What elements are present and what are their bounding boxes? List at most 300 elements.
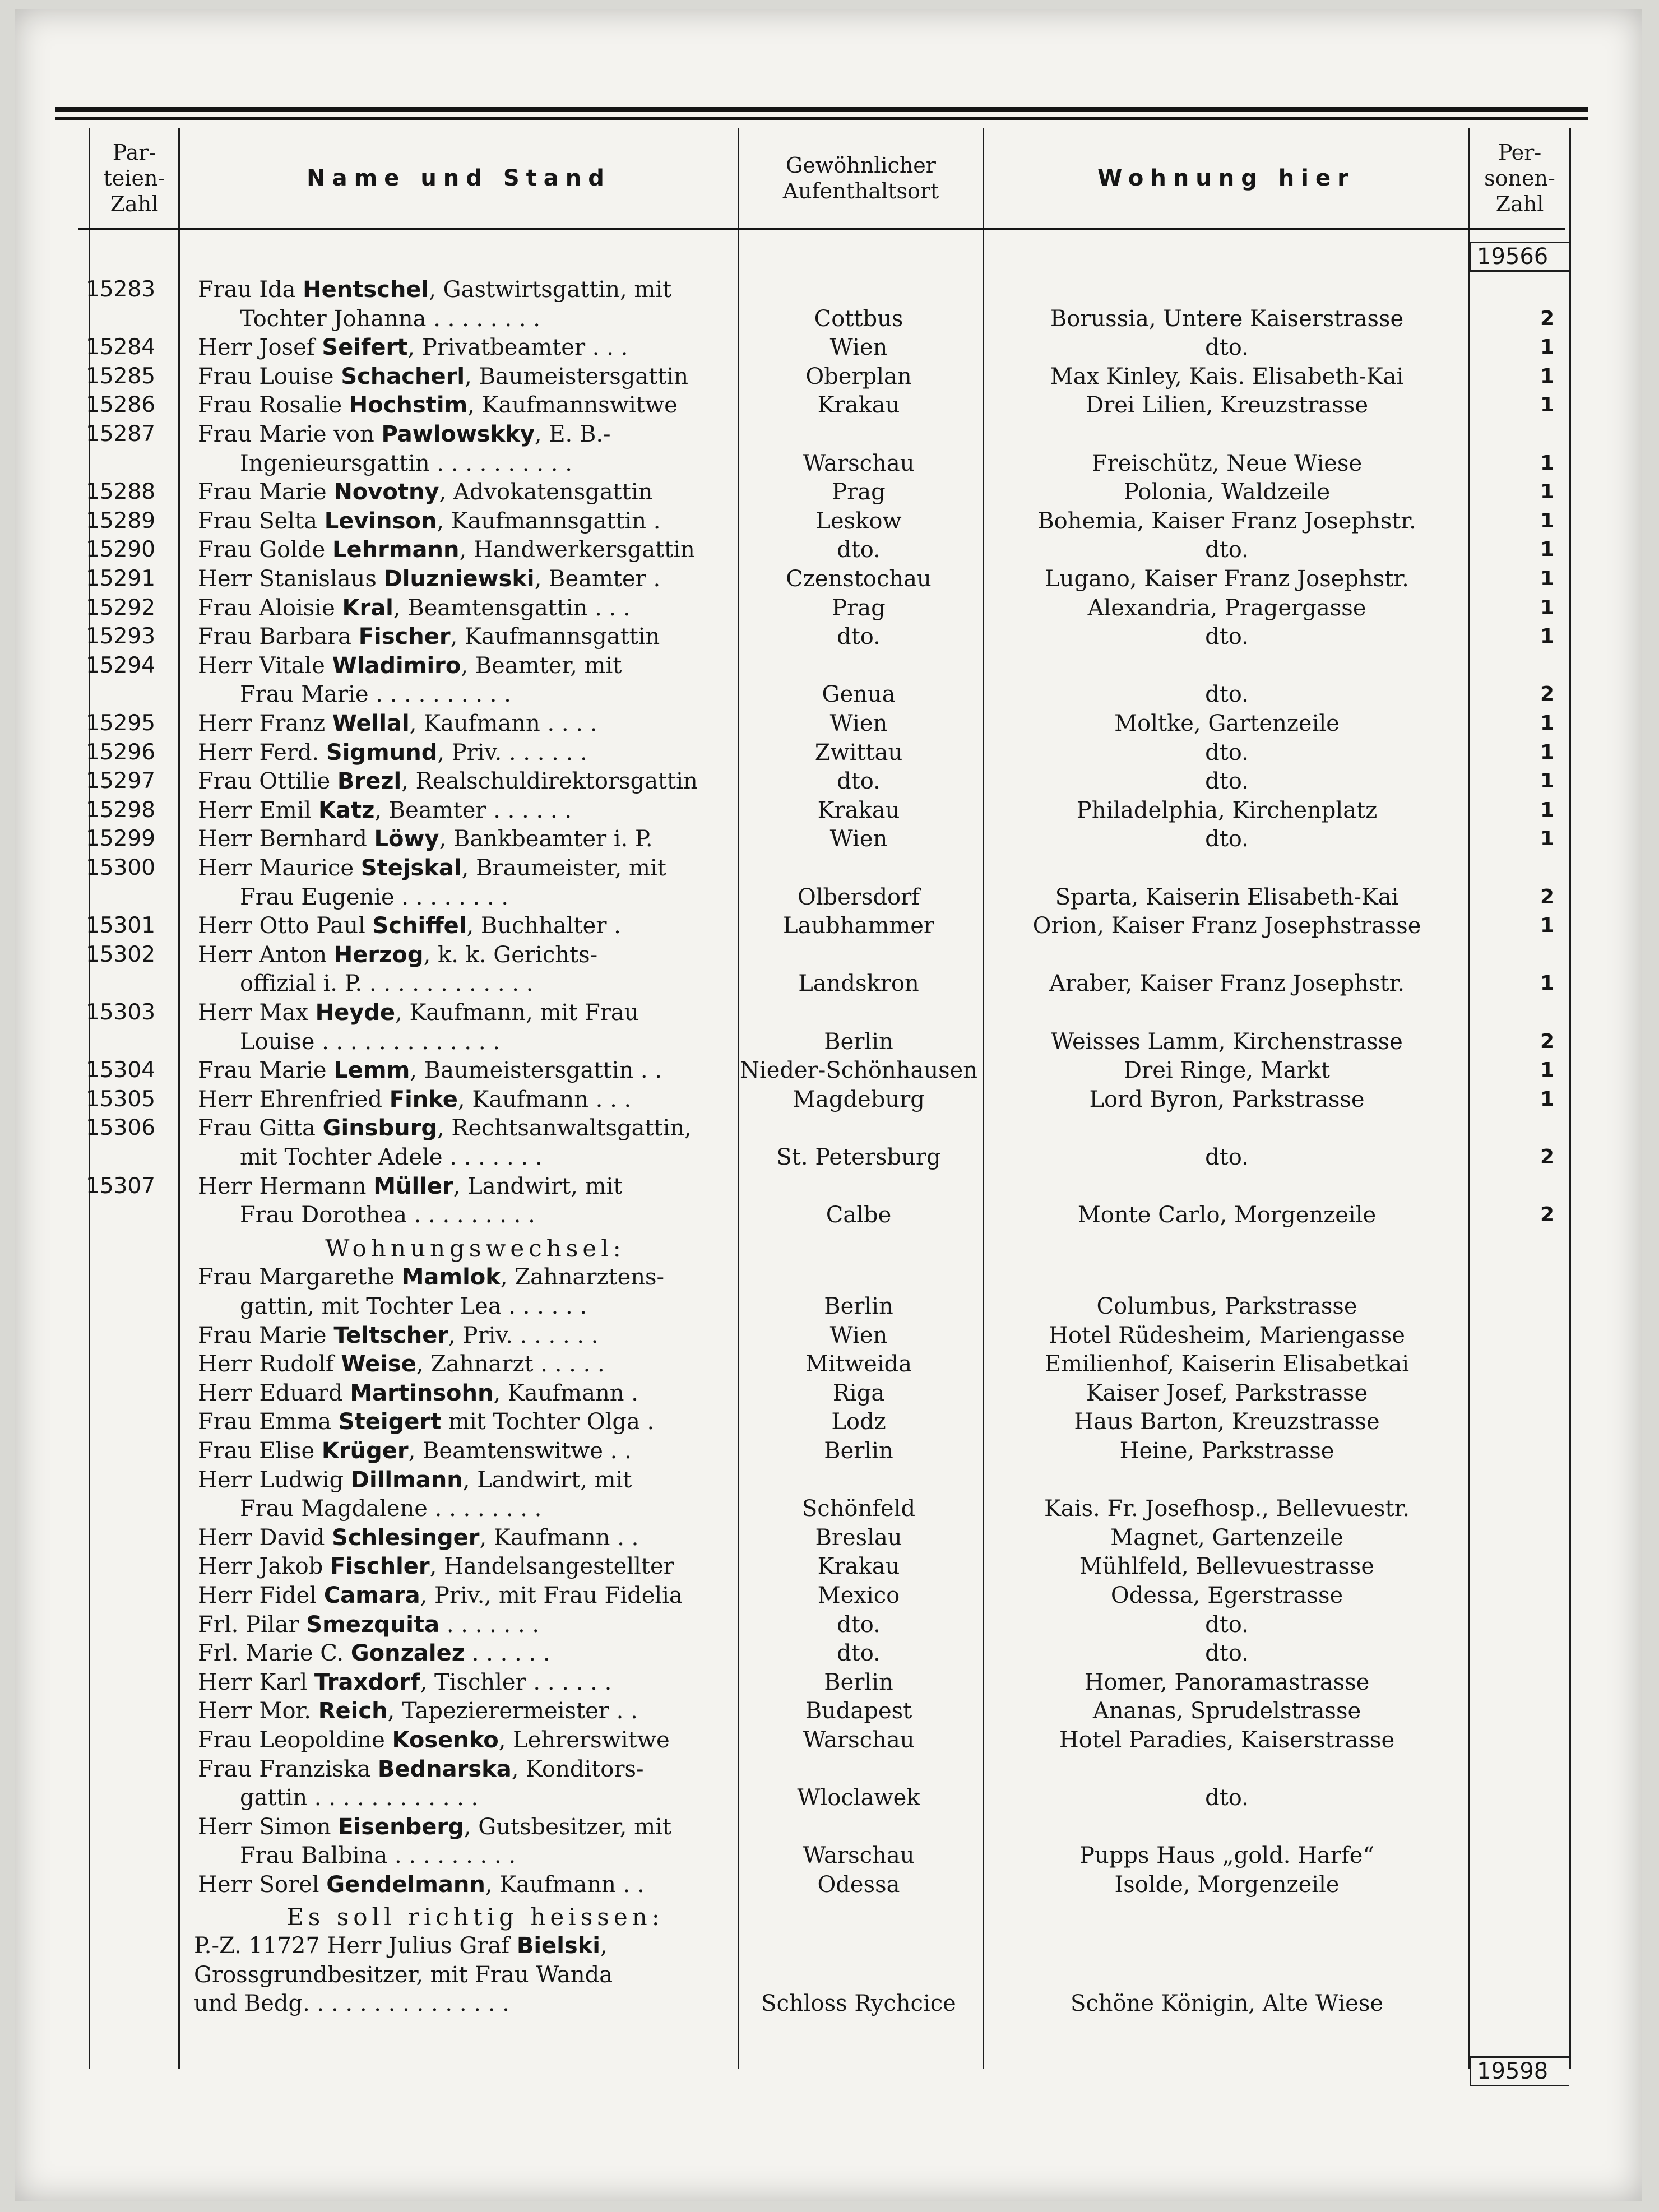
parteien-number: 15300	[86, 855, 156, 880]
entry-persons: 1	[1540, 740, 1554, 764]
parteien-number: 15302	[86, 942, 156, 967]
surname: Krüger	[321, 1438, 409, 1464]
register-line	[55, 883, 1588, 912]
parteien-number: 15307	[86, 1173, 156, 1199]
entry-origin: Breslau	[815, 1524, 902, 1551]
entry-origin: Prag	[832, 479, 886, 506]
entry-name: Frau Margarethe Mamlok, Zahnarztens-	[198, 1264, 665, 1291]
entry-origin: Genua	[822, 681, 896, 708]
register-line	[55, 1841, 1588, 1870]
entry-name: Herr Hermann Müller, Landwirt, mit	[198, 1173, 623, 1199]
entry-origin: Schloss Rychcice	[761, 1991, 956, 2017]
register-line	[55, 1581, 1588, 1610]
entry-address: dto.	[1205, 1144, 1249, 1170]
entry-name: Herr Emil Katz, Beamter . . . . . .	[198, 797, 572, 823]
register-line	[55, 940, 1588, 970]
register-line	[55, 1931, 1588, 1960]
entry-name: Herr Vitale Wladimiro, Beamter, mit	[198, 652, 622, 679]
entry-address: Freischütz, Neue Wiese	[1091, 450, 1363, 476]
parteien-number: 15305	[86, 1086, 156, 1112]
parteien-number: 15293	[86, 624, 156, 650]
entry-address: Borussia, Untere Kaiserstrasse	[1050, 305, 1404, 332]
entry-name: Frl. Pilar Smezquita . . . . . . .	[198, 1611, 540, 1638]
entry-name: Herr Simon Eisenberg, Gutsbesitzer, mit	[198, 1814, 671, 1840]
entry-persons: 1	[1540, 451, 1554, 475]
entry-origin: Lodz	[831, 1409, 886, 1435]
parteien-number: 15291	[86, 566, 156, 591]
register-line	[55, 1027, 1588, 1056]
surname: Wladimiro	[332, 652, 461, 679]
surname: Stejskal	[360, 855, 462, 881]
entry-address: Isolde, Morgenzeile	[1114, 1872, 1340, 1898]
surname: Bednarska	[377, 1756, 512, 1782]
register-line	[55, 535, 1588, 564]
entry-address: Polonia, Waldzeile	[1124, 479, 1330, 506]
entry-name: Herr Maurice Stejskal, Braumeister, mit	[198, 855, 666, 881]
register-line	[55, 680, 1588, 709]
entry-name: Herr Rudolf Weise, Zahnarzt . . . . .	[198, 1351, 605, 1378]
entry-name: Herr Franz Wellal, Kaufmann . . . .	[198, 711, 597, 736]
entry-address: Alexandria, Pragergasse	[1087, 595, 1366, 621]
entry-origin: dto.	[837, 1640, 881, 1667]
parteien-number: 15283	[86, 277, 156, 302]
header-wohnung-hier: Wohnung hier	[1097, 165, 1355, 191]
parteien-number: 15295	[86, 711, 156, 736]
entry-origin: dto.	[837, 768, 881, 795]
surname: Camara	[323, 1583, 420, 1608]
parteien-number: 15286	[86, 392, 156, 418]
register-table	[55, 107, 1588, 2091]
header-text: Zahl	[110, 191, 159, 216]
register-line	[55, 1903, 1588, 1932]
surname: Ginsburg	[322, 1115, 437, 1142]
surname: Müller	[373, 1173, 453, 1199]
header-name-und-stand: Name und Stand	[307, 165, 611, 191]
entry-name: Frau Louise Schacherl, Baumeistersgattin	[198, 363, 688, 389]
register-line	[55, 651, 1588, 680]
entry-origin: Wloclawek	[797, 1785, 920, 1811]
entry-origin: Oberplan	[805, 363, 912, 389]
entry-origin: Wien	[830, 826, 888, 852]
register-line	[55, 969, 1588, 998]
register-line	[55, 1523, 1588, 1552]
entry-name: Frau Aloisie Kral, Beamtensgattin . . .	[198, 595, 631, 621]
register-line	[55, 1494, 1588, 1523]
surname: Mamlok	[401, 1264, 501, 1291]
register-line	[55, 362, 1588, 391]
surname: Löwy	[374, 826, 439, 852]
surname: Schacherl	[341, 363, 465, 389]
entry-persons: 1	[1540, 596, 1554, 619]
register-line	[55, 738, 1588, 767]
entry-origin: Berlin	[824, 1438, 893, 1464]
surname: Levinson	[324, 508, 437, 534]
register-line	[55, 1056, 1588, 1085]
parteien-number: 15290	[86, 537, 156, 563]
entry-origin: Krakau	[817, 1553, 900, 1580]
entry-address: dto.	[1205, 1785, 1249, 1811]
entry-address: Hotel Rüdesheim, Mariengasse	[1049, 1322, 1405, 1348]
register-line	[55, 1726, 1588, 1755]
correction-line: und Bedg. . . . . . . . . . . . . . .	[194, 1991, 509, 2017]
header-text: sonen-	[1484, 165, 1555, 191]
surname: Gonzalez	[350, 1640, 465, 1667]
surname: Martinsohn	[350, 1380, 494, 1406]
register-line	[55, 304, 1588, 333]
entry-address: Columbus, Parkstrasse	[1096, 1293, 1357, 1319]
entry-origin: Wien	[830, 711, 888, 736]
register-line	[55, 564, 1588, 593]
entry-address: dto.	[1205, 624, 1249, 650]
header-text: Zahl	[1495, 191, 1544, 216]
surname: Novotny	[333, 479, 439, 506]
surname: Lemm	[333, 1058, 410, 1084]
entry-origin: Prag	[832, 595, 886, 621]
register-line	[55, 911, 1588, 940]
register-line	[55, 998, 1588, 1027]
entry-name: Herr Bernhard Löwy, Bankbeamter i. P.	[198, 826, 653, 852]
entry-name: Herr Sorel Gendelmann, Kaufmann . .	[198, 1872, 645, 1898]
entry-address: Orion, Kaiser Franz Josephstrasse	[1032, 913, 1421, 939]
entry-origin: Landskron	[798, 971, 919, 997]
entry-name: Frau Marie von Pawlowskky, E. B.-	[198, 421, 611, 447]
entry-origin: Wien	[830, 335, 888, 361]
entry-origin: Calbe	[826, 1202, 892, 1228]
register-line	[55, 593, 1588, 623]
entry-persons: 1	[1540, 798, 1554, 822]
entry-address: dto.	[1205, 681, 1249, 708]
entry-address: Kais. Fr. Josefhosp., Bellevuestr.	[1044, 1496, 1410, 1522]
entry-origin: Berlin	[824, 1293, 893, 1319]
entry-continuation: Frau Eugenie . . . . . . . .	[240, 884, 509, 910]
entry-origin: dto.	[837, 624, 881, 650]
surname: Weise	[341, 1351, 416, 1378]
surname: Dillmann	[350, 1467, 463, 1493]
register-line	[55, 1436, 1588, 1466]
surname: Hochstim	[349, 392, 468, 419]
register-line	[55, 1234, 1588, 1263]
parteien-number: 15301	[86, 913, 156, 939]
entry-origin: Mitweida	[805, 1351, 912, 1378]
entry-persons: 2	[1540, 1146, 1554, 1168]
register-line	[55, 1639, 1588, 1668]
parteien-number: 15298	[86, 797, 156, 823]
register-line	[55, 391, 1588, 420]
entry-address: Max Kinley, Kais. Elisabeth-Kai	[1050, 363, 1404, 389]
register-line	[55, 420, 1588, 449]
surname: Dluzniewski	[383, 566, 535, 592]
parteien-number: 15289	[86, 508, 156, 534]
surname: Heyde	[315, 1000, 396, 1026]
entry-continuation: Frau Magdalene . . . . . . . .	[240, 1496, 542, 1522]
entry-name: Frau Elise Krüger, Beamtenswitwe . .	[198, 1438, 632, 1464]
entry-persons: 1	[1540, 509, 1554, 532]
entry-origin: Budapest	[805, 1698, 912, 1724]
register-line	[55, 507, 1588, 536]
entry-origin: Warschau	[803, 450, 915, 476]
carried-total: 19566	[1470, 242, 1569, 272]
entry-name: Frau Marie Teltscher, Priv. . . . . . .	[198, 1322, 599, 1348]
surname: Finke	[389, 1086, 458, 1112]
entry-continuation: Frau Balbina . . . . . . . . .	[240, 1843, 516, 1869]
entry-name: Herr David Schlesinger, Kaufmann . .	[198, 1524, 639, 1551]
surname: Fischler	[330, 1553, 430, 1580]
entry-continuation: offizial i. P. . . . . . . . . . . . .	[240, 971, 534, 997]
surname: Kral	[342, 595, 393, 621]
entry-persons: 1	[1540, 914, 1554, 938]
surname: Reich	[318, 1698, 388, 1724]
header-bottom-rule	[78, 228, 1565, 230]
register-line	[55, 854, 1588, 883]
top-double-rule	[55, 107, 1588, 112]
entry-address: Weisses Lamm, Kirchenstrasse	[1051, 1028, 1403, 1055]
entry-name: Herr Anton Herzog, k. k. Gerichts-	[198, 942, 598, 968]
entry-origin: Czenstochau	[786, 566, 932, 592]
entry-persons: 1	[1540, 712, 1554, 735]
entry-address: Philadelphia, Kirchenplatz	[1076, 797, 1378, 823]
section-title-correction: Es soll richtig heissen:	[286, 1903, 664, 1931]
surname: Gendelmann	[326, 1872, 485, 1898]
entry-address: Araber, Kaiser Franz Josephstr.	[1049, 971, 1405, 997]
entry-persons: 1	[1540, 364, 1554, 388]
entry-name: Herr Ludwig Dillmann, Landwirt, mit	[198, 1467, 632, 1493]
correction-line: Grossgrundbesitzer, mit Frau Wanda	[194, 1961, 613, 1988]
entry-name: Frau Marie Novotny, Advokatensgattin	[198, 479, 653, 506]
entry-persons: 1	[1540, 393, 1554, 417]
surname: Sigmund	[326, 739, 438, 766]
entry-origin: Berlin	[824, 1669, 893, 1695]
entry-persons: 2	[1540, 1030, 1554, 1053]
entry-origin: dto.	[837, 537, 881, 563]
register-line	[55, 449, 1588, 478]
entry-origin: dto.	[837, 1611, 881, 1638]
entry-address: Sparta, Kaiserin Elisabeth-Kai	[1055, 884, 1399, 910]
register-line	[55, 477, 1588, 507]
parteien-number: 15292	[86, 595, 156, 620]
parteien-number: 15296	[86, 739, 156, 765]
entry-origin: Zwittau	[814, 739, 903, 766]
entry-persons: 1	[1540, 972, 1554, 995]
entry-name: Frau Selta Levinson, Kaufmannsgattin .	[198, 508, 661, 534]
entry-address: Bohemia, Kaiser Franz Josephstr.	[1037, 508, 1416, 534]
entry-name: Herr Ferd. Sigmund, Priv. . . . . . .	[198, 739, 587, 766]
register-line	[55, 1552, 1588, 1581]
entry-name: P.-Z. 11727 Herr Julius Graf Bielski,	[194, 1933, 608, 1959]
entry-origin: Nieder-Schönhausen	[739, 1058, 978, 1084]
surname: Herzog	[333, 942, 424, 968]
entry-persons: 1	[1540, 1059, 1554, 1082]
entry-persons: 2	[1540, 1203, 1554, 1227]
header-aufenthaltsort	[739, 128, 983, 228]
surname: Seifert	[322, 335, 408, 361]
register-line	[55, 1696, 1588, 1726]
register-line	[55, 1292, 1588, 1321]
entry-continuation: Ingenieursgattin . . . . . . . . . .	[240, 450, 572, 476]
entry-continuation: gattin . . . . . . . . . . . .	[240, 1785, 479, 1811]
parteien-number: 15303	[86, 1000, 156, 1025]
parteien-number: 15306	[86, 1115, 156, 1141]
register-line	[55, 333, 1588, 362]
entry-address: dto.	[1205, 537, 1249, 563]
surname: Bielski	[516, 1933, 601, 1959]
entry-address: Moltke, Gartenzeile	[1114, 711, 1340, 736]
entry-address: dto.	[1205, 1611, 1249, 1638]
entry-name: Frau Golde Lehrmann, Handwerkersgattin	[198, 537, 695, 563]
entry-persons: 1	[1540, 336, 1554, 359]
register-line	[55, 767, 1588, 796]
entry-address: Lugano, Kaiser Franz Josephstr.	[1045, 566, 1409, 592]
entry-continuation: Frau Dorothea . . . . . . . . .	[240, 1202, 535, 1228]
surname: Katz	[318, 797, 375, 823]
entry-continuation: Tochter Johanna . . . . . . . .	[240, 305, 540, 332]
entry-address: Heine, Parkstrasse	[1119, 1438, 1334, 1464]
entry-name: Frau Franziska Bednarska, Konditors-	[198, 1756, 644, 1782]
surname: Lehrmann	[332, 537, 460, 563]
entry-persons: 1	[1540, 769, 1554, 793]
register-line	[55, 1379, 1588, 1408]
entry-origin: Laubhammer	[782, 913, 935, 939]
entry-origin: Krakau	[817, 797, 900, 823]
register-line	[55, 1610, 1588, 1639]
parteien-number: 15299	[86, 826, 156, 852]
parteien-number: 15288	[86, 479, 156, 505]
surname: Smezquita	[306, 1611, 440, 1638]
entry-persons: 1	[1540, 538, 1554, 562]
entry-origin: Olbersdorf	[797, 884, 920, 910]
entry-name: Herr Stanislaus Dluzniewski, Beamter .	[198, 566, 661, 592]
entry-origin: Cottbus	[814, 305, 903, 332]
entry-name: Frau Ottilie Brezl, Realschuldirektorsgattin	[198, 768, 698, 795]
parteien-number: 15297	[86, 768, 156, 794]
parteien-number: 15287	[86, 421, 156, 447]
surname: Schlesinger	[332, 1524, 480, 1551]
register-line	[55, 1989, 1588, 2018]
entry-persons: 1	[1540, 625, 1554, 648]
entry-name: Frau Leopoldine Kosenko, Lehrerswitwe	[198, 1727, 670, 1753]
entry-origin: Krakau	[817, 392, 900, 419]
entry-persons: 2	[1540, 885, 1554, 908]
entry-persons: 1	[1540, 567, 1554, 590]
entry-name: Herr Josef Seifert, Privatbeamter . . .	[198, 335, 628, 361]
register-line	[55, 622, 1588, 651]
entry-address: Schöne Königin, Alte Wiese	[1070, 1991, 1384, 2017]
register-line	[55, 1407, 1588, 1436]
surname: Traxdorf	[314, 1669, 420, 1695]
parteien-number: 15285	[86, 363, 156, 389]
entry-address: Mühlfeld, Bellevuestrasse	[1079, 1553, 1375, 1580]
entry-address: Drei Ringe, Markt	[1124, 1058, 1330, 1084]
register-line	[55, 1870, 1588, 1899]
entry-name: Frau Marie Lemm, Baumeistersgattin . .	[198, 1058, 662, 1084]
entry-name: Frl. Marie C. Gonzalez . . . . . .	[198, 1640, 550, 1667]
register-line	[55, 1960, 1588, 1990]
register-line	[55, 1755, 1588, 1784]
register-line	[55, 1085, 1588, 1114]
register-line	[55, 1114, 1588, 1143]
entry-origin: Odessa	[817, 1872, 900, 1898]
entry-persons: 1	[1540, 480, 1554, 504]
entry-name: Frau Rosalie Hochstim, Kaufmannswitwe	[198, 392, 678, 419]
surname: Brezl	[337, 768, 402, 795]
top-double-rule-thin	[55, 117, 1588, 120]
surname: Kosenko	[392, 1727, 499, 1753]
entry-origin: Riga	[832, 1380, 885, 1406]
entry-origin: Leskow	[815, 508, 902, 534]
entry-address: Odessa, Egerstrasse	[1110, 1583, 1343, 1608]
entry-name: Frau Ida Hentschel, Gastwirtsgattin, mit	[198, 277, 672, 303]
header-text: Gewöhnlicher	[786, 152, 936, 178]
parteien-number: 15284	[86, 335, 156, 360]
entry-origin: Magdeburg	[793, 1086, 925, 1112]
register-line	[55, 275, 1588, 304]
entry-name: Herr Ehrenfried Finke, Kaufmann . . .	[198, 1086, 632, 1112]
header-parteien-zahl	[90, 128, 178, 228]
surname: Fischer	[358, 624, 451, 650]
entry-name: Herr Jakob Fischler, Handelsangestellter	[198, 1553, 674, 1580]
entry-origin: Mexico	[817, 1583, 900, 1608]
entry-name: Frau Gitta Ginsburg, Rechtsanwaltsgattin,	[198, 1115, 692, 1142]
entry-address: Lord Byron, Parkstrasse	[1089, 1086, 1365, 1112]
entry-address: dto.	[1205, 1640, 1249, 1667]
register-line	[55, 1200, 1588, 1230]
entry-continuation: mit Tochter Adele . . . . . . .	[240, 1144, 543, 1170]
entry-address: dto.	[1205, 826, 1249, 852]
surname: Pawlowskky	[381, 421, 535, 447]
entry-origin: Warschau	[803, 1727, 915, 1753]
entry-origin: Warschau	[803, 1843, 915, 1869]
entry-name: Herr Karl Traxdorf, Tischler . . . . . .	[198, 1669, 612, 1695]
entry-address: Kaiser Josef, Parkstrasse	[1086, 1380, 1368, 1406]
entry-origin: Schönfeld	[801, 1496, 916, 1522]
surname: Teltscher	[333, 1322, 449, 1348]
parteien-number: 15304	[86, 1058, 156, 1083]
entry-address: Pupps Haus „gold. Harfe“	[1079, 1843, 1374, 1869]
entry-origin: St. Petersburg	[776, 1144, 941, 1170]
register-line	[55, 709, 1588, 738]
header-text: Par-	[112, 140, 156, 165]
entry-address: Monte Carlo, Morgenzeile	[1077, 1202, 1377, 1228]
entry-address: Ananas, Sprudelstrasse	[1092, 1698, 1361, 1724]
entry-address: Emilienhof, Kaiserin Elisabetkai	[1044, 1351, 1410, 1378]
register-line	[55, 1783, 1588, 1812]
entry-name: Herr Eduard Martinsohn, Kaufmann .	[198, 1380, 638, 1406]
entry-name: Herr Otto Paul Schiffel, Buchhalter .	[198, 913, 621, 939]
entry-address: Hotel Paradies, Kaiserstrasse	[1059, 1727, 1395, 1753]
entry-address: Homer, Panoramastrasse	[1084, 1669, 1370, 1695]
parteien-number: 15294	[86, 652, 156, 678]
header-text: teien-	[103, 165, 165, 191]
entry-persons: 2	[1540, 683, 1554, 706]
register-line	[55, 1263, 1588, 1292]
surname: Wellal	[332, 711, 410, 736]
register-line	[55, 1668, 1588, 1697]
entry-persons: 1	[1540, 1087, 1554, 1111]
section-title-wohnungswechsel: Wohnungswechsel:	[325, 1234, 625, 1262]
entry-continuation: Frau Marie . . . . . . . . . .	[240, 681, 511, 708]
register-line	[55, 1172, 1588, 1201]
entry-origin: Berlin	[824, 1028, 893, 1055]
register-line	[55, 1350, 1588, 1379]
surname: Hentschel	[303, 277, 429, 303]
surname: Schiffel	[372, 913, 467, 939]
entry-address: dto.	[1205, 768, 1249, 795]
entry-name: Herr Mor. Reich, Tapezierermeister . .	[198, 1698, 638, 1724]
entry-address: Haus Barton, Kreuzstrasse	[1074, 1409, 1380, 1435]
scanned-page	[15, 9, 1642, 2201]
entry-name: Herr Max Heyde, Kaufmann, mit Frau	[198, 1000, 639, 1026]
surname: Eisenberg	[338, 1814, 464, 1840]
entry-name: Herr Fidel Camara, Priv., mit Frau Fidelia	[198, 1583, 683, 1608]
